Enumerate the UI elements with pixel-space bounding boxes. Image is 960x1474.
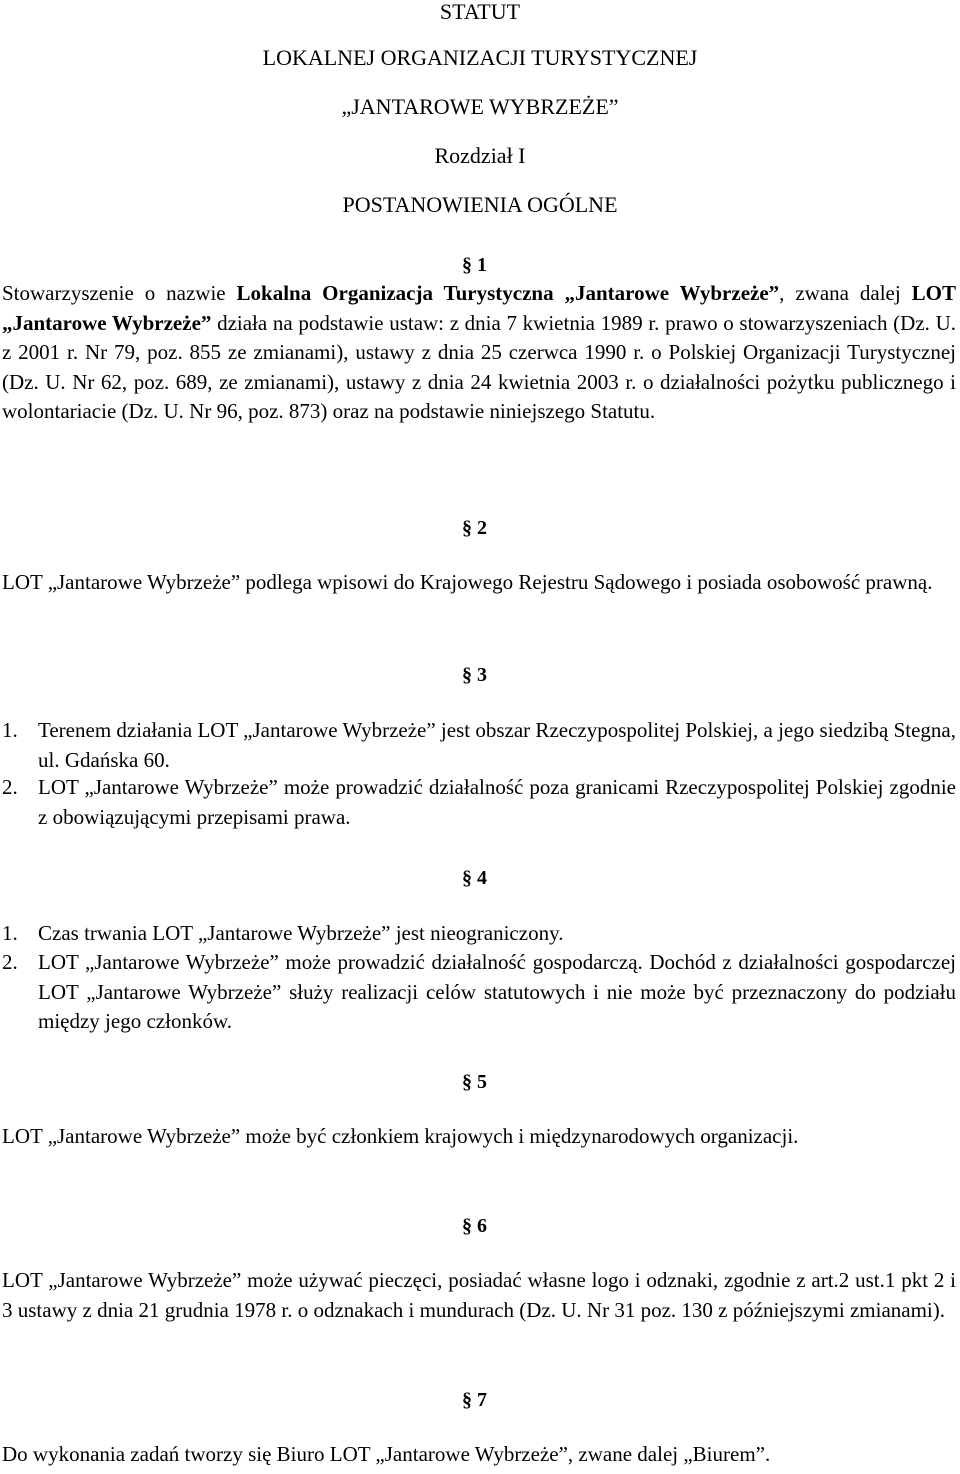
section-sign: § <box>462 1389 472 1411</box>
section-2-text: LOT „Jantarowe Wybrzeże” podlega wpisowi do Krajowego Rejestru Sądowego i posiada osobowość prawną. <box>2 570 933 594</box>
section-sign: § <box>462 254 472 276</box>
section-1-text <box>2 279 956 427</box>
section-5-heading <box>462 1070 487 1094</box>
section-3-item-2-text: LOT „Jantarowe Wybrzeże” może prowadzić działalność poza granicami Rzeczypospolitej Polskiej zgodnie z obowiązującymi przepisami prawa. <box>38 775 956 829</box>
section-6-heading <box>462 1214 487 1238</box>
section-sign: § <box>462 517 472 539</box>
section-4-item-2-text: LOT „Jantarowe Wybrzeże” może prowadzić działalność gospodarczą. Dochód z działalności gospodarczej LOT „Jantarowe Wybrzeże” służy realizacji celów statutowych i nie może być przeznaczony do podziału między jego członków. <box>38 950 956 1033</box>
section-number: 4 <box>477 867 487 889</box>
section-3-item-2-number: 2. <box>2 775 18 799</box>
chapter-heading: Rozdział I <box>434 143 526 168</box>
organization-name: „JANTAROWE WYBRZEŻE” <box>341 94 619 119</box>
section-number: 1 <box>477 254 487 276</box>
section-4-heading <box>462 866 487 890</box>
section-sign: § <box>462 867 472 889</box>
section-sign: § <box>462 664 472 686</box>
section-4-item-2-number: 2. <box>2 950 18 974</box>
text-run: działa na podstawie ustaw: z dnia 7 kwietnia 1989 r. prawo o stowarzyszeniach (Dz. U. z 2001 r. Nr 79, poz. 855 ze zmianami), ustawy z dnia 25 czerwca 1990 r. o Polskiej Organizacji Turystycznej (Dz. U. Nr 62, poz. 689, ze zmianami), ustawy z dnia 24 kwietnia 2003 r. o działalności pożytku publicznego i wolontariacie (Dz. U. Nr 96, poz. 873) oraz na podstawie niniejszego Statutu. <box>2 310 956 423</box>
section-4-item-1-text: Czas trwania LOT „Jantarowe Wybrzeże” jest nieograniczony. <box>38 921 564 945</box>
section-sign: § <box>462 1215 472 1237</box>
section-number: 2 <box>477 517 487 539</box>
section-3-heading <box>462 663 487 687</box>
section-number: 6 <box>477 1215 487 1237</box>
section-1-heading <box>462 253 487 277</box>
document-title: STATUT <box>439 0 521 24</box>
section-7-heading <box>462 1388 487 1412</box>
organization-line: LOKALNEJ ORGANIZACJI TURYSTYCZNEJ <box>262 45 698 70</box>
section-number: 3 <box>477 664 487 686</box>
section-3-item-1-number: 1. <box>2 718 18 742</box>
section-number: 7 <box>477 1389 487 1411</box>
text-run: , zwana dalej <box>779 281 912 305</box>
section-7-text: Do wykonania zadań tworzy się Biuro LOT „Jantarowe Wybrzeże”, zwane dalej „Biurem”. <box>2 1442 771 1466</box>
section-2-heading <box>462 516 487 540</box>
chapter-title: POSTANOWIENIA OGÓLNE <box>342 192 618 217</box>
section-sign: § <box>462 1071 472 1093</box>
section-5-text: LOT „Jantarowe Wybrzeże” może być członkiem krajowych i międzynarodowych organizacji. <box>2 1124 799 1148</box>
text-run: Stowarzyszenie o nazwie <box>2 281 237 305</box>
organization-full-name: Lokalna Organizacja Turystyczna „Jantarowe Wybrzeże” <box>236 281 780 305</box>
section-4-item-1-number: 1. <box>2 921 18 945</box>
section-number: 5 <box>477 1071 487 1093</box>
section-6-text: LOT „Jantarowe Wybrzeże” może używać pieczęci, posiadać własne logo i odznaki, zgodnie z art.2 ust.1 pkt 2 i 3 ustawy z dnia 21 grudnia 1978 r. o odznakach i mundurach (Dz. U. Nr 31 poz. 130 z późniejszymi zmianami). <box>2 1268 956 1322</box>
organization-short-name: LOT „Jantarowe Wybrzeże” <box>2 281 956 335</box>
section-3-item-1-text: Terenem działania LOT „Jantarowe Wybrzeże” jest obszar Rzeczypospolitej Polskiej, a jego siedzibą Stegna, ul. Gdańska 60. <box>38 718 956 772</box>
